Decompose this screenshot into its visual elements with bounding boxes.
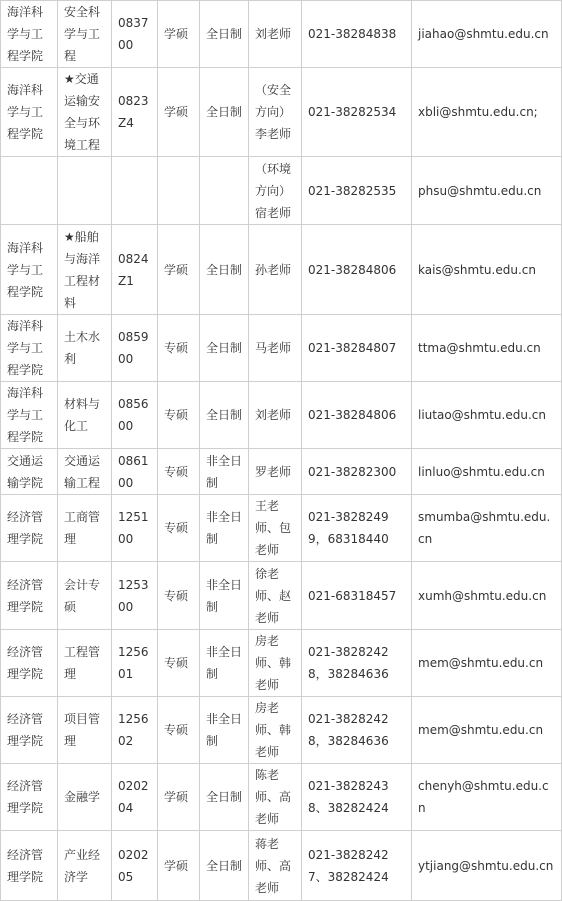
study-mode-cell: 全日制 bbox=[200, 382, 249, 449]
table-row bbox=[1, 157, 562, 225]
major-cell: 材料与化工 bbox=[58, 382, 112, 449]
phone-cell: 021-38282535 bbox=[302, 157, 412, 225]
phone-cell: 021-38284807 bbox=[302, 315, 412, 382]
contact-cell: 徐老师、赵老师 bbox=[249, 562, 302, 630]
phone-cell: 021-38284838 bbox=[302, 1, 412, 68]
contact-cell: 王老师、包老师 bbox=[249, 495, 302, 562]
degree-cell: 学硕 bbox=[158, 68, 200, 157]
college-cell: 海洋科学与工程学院 bbox=[1, 1, 58, 68]
table-row bbox=[1, 1, 562, 68]
phone-cell: 021-38282428，38284636 bbox=[302, 697, 412, 764]
email-cell: xbli@shmtu.edu.cn; bbox=[412, 68, 562, 157]
code-cell bbox=[112, 157, 158, 225]
phone-cell: 021-38282300 bbox=[302, 449, 412, 495]
study-mode-cell: 非全日制 bbox=[200, 495, 249, 562]
study-mode-cell: 全日制 bbox=[200, 764, 249, 831]
college-cell: 经济管理学院 bbox=[1, 764, 58, 831]
degree-cell: 专硕 bbox=[158, 315, 200, 382]
code-cell: 020204 bbox=[112, 764, 158, 831]
major-cell: ★交通运输安全与环境工程 bbox=[58, 68, 112, 157]
code-cell: 085600 bbox=[112, 382, 158, 449]
table-row bbox=[1, 68, 562, 157]
code-cell: 020205 bbox=[112, 831, 158, 901]
major-cell: 产业经济学 bbox=[58, 831, 112, 901]
degree-cell: 学硕 bbox=[158, 764, 200, 831]
email-cell: phsu@shmtu.edu.cn bbox=[412, 157, 562, 225]
study-mode-cell: 全日制 bbox=[200, 225, 249, 315]
college-cell bbox=[1, 157, 58, 225]
degree-cell: 学硕 bbox=[158, 831, 200, 901]
college-cell: 海洋科学与工程学院 bbox=[1, 225, 58, 315]
major-cell: 安全科学与工程 bbox=[58, 1, 112, 68]
phone-cell: 021-38284806 bbox=[302, 382, 412, 449]
college-cell: 海洋科学与工程学院 bbox=[1, 68, 58, 157]
degree-cell: 专硕 bbox=[158, 382, 200, 449]
major-cell: 土木水利 bbox=[58, 315, 112, 382]
email-cell: xumh@shmtu.edu.cn bbox=[412, 562, 562, 630]
code-cell: 125602 bbox=[112, 697, 158, 764]
college-cell: 交通运输学院 bbox=[1, 449, 58, 495]
table-row bbox=[1, 562, 562, 630]
table-row bbox=[1, 697, 562, 764]
email-cell: chenyh@shmtu.edu.cn bbox=[412, 764, 562, 831]
contact-cell: 蒋老师、高老师 bbox=[249, 831, 302, 901]
phone-cell: 021-38282534 bbox=[302, 68, 412, 157]
study-mode-cell bbox=[200, 157, 249, 225]
contact-cell: （安全方向）李老师 bbox=[249, 68, 302, 157]
degree-cell: 专硕 bbox=[158, 630, 200, 697]
phone-cell: 021-38284806 bbox=[302, 225, 412, 315]
study-mode-cell: 非全日制 bbox=[200, 449, 249, 495]
code-cell: 0824Z1 bbox=[112, 225, 158, 315]
email-cell: linluo@shmtu.edu.cn bbox=[412, 449, 562, 495]
table-row bbox=[1, 382, 562, 449]
college-cell: 经济管理学院 bbox=[1, 562, 58, 630]
table-body bbox=[1, 1, 562, 901]
code-cell: 086100 bbox=[112, 449, 158, 495]
major-cell: 交通运输工程 bbox=[58, 449, 112, 495]
code-cell: 0823Z4 bbox=[112, 68, 158, 157]
email-cell: ttma@shmtu.edu.cn bbox=[412, 315, 562, 382]
college-cell: 经济管理学院 bbox=[1, 697, 58, 764]
study-mode-cell: 非全日制 bbox=[200, 697, 249, 764]
email-cell: mem@shmtu.edu.cn bbox=[412, 630, 562, 697]
code-cell: 125300 bbox=[112, 562, 158, 630]
college-cell: 海洋科学与工程学院 bbox=[1, 315, 58, 382]
phone-cell: 021-68318457 bbox=[302, 562, 412, 630]
study-mode-cell: 全日制 bbox=[200, 1, 249, 68]
degree-cell bbox=[158, 157, 200, 225]
major-cell: 金融学 bbox=[58, 764, 112, 831]
degree-cell: 学硕 bbox=[158, 225, 200, 315]
contact-cell: 房老师、韩老师 bbox=[249, 630, 302, 697]
study-mode-cell: 非全日制 bbox=[200, 630, 249, 697]
contact-cell: 房老师、韩老师 bbox=[249, 697, 302, 764]
email-cell: mem@shmtu.edu.cn bbox=[412, 697, 562, 764]
major-cell: ★船舶与海洋工程材料 bbox=[58, 225, 112, 315]
table-row bbox=[1, 764, 562, 831]
contact-cell: 马老师 bbox=[249, 315, 302, 382]
table-row bbox=[1, 315, 562, 382]
contact-cell: 刘老师 bbox=[249, 1, 302, 68]
study-mode-cell: 全日制 bbox=[200, 68, 249, 157]
study-mode-cell: 全日制 bbox=[200, 831, 249, 901]
contact-cell: 罗老师 bbox=[249, 449, 302, 495]
study-mode-cell: 非全日制 bbox=[200, 562, 249, 630]
degree-cell: 专硕 bbox=[158, 697, 200, 764]
major-cell: 工商管理 bbox=[58, 495, 112, 562]
college-cell: 经济管理学院 bbox=[1, 630, 58, 697]
phone-cell: 021-38282428，38284636 bbox=[302, 630, 412, 697]
code-cell: 085900 bbox=[112, 315, 158, 382]
email-cell: kais@shmtu.edu.cn bbox=[412, 225, 562, 315]
degree-cell: 学硕 bbox=[158, 1, 200, 68]
college-cell: 经济管理学院 bbox=[1, 831, 58, 901]
email-cell: smumba@shmtu.edu.cn bbox=[412, 495, 562, 562]
phone-cell: 021-38282427、38282424 bbox=[302, 831, 412, 901]
email-cell: jiahao@shmtu.edu.cn bbox=[412, 1, 562, 68]
table-row bbox=[1, 225, 562, 315]
contact-cell: 孙老师 bbox=[249, 225, 302, 315]
major-cell bbox=[58, 157, 112, 225]
table-row bbox=[1, 831, 562, 901]
degree-cell: 专硕 bbox=[158, 562, 200, 630]
study-mode-cell: 全日制 bbox=[200, 315, 249, 382]
contact-cell: 陈老师、高老师 bbox=[249, 764, 302, 831]
table-row bbox=[1, 630, 562, 697]
degree-cell: 专硕 bbox=[158, 449, 200, 495]
email-cell: liutao@shmtu.edu.cn bbox=[412, 382, 562, 449]
major-cell: 会计专硕 bbox=[58, 562, 112, 630]
code-cell: 083700 bbox=[112, 1, 158, 68]
college-cell: 海洋科学与工程学院 bbox=[1, 382, 58, 449]
college-cell: 经济管理学院 bbox=[1, 495, 58, 562]
phone-cell: 021-38282438、38282424 bbox=[302, 764, 412, 831]
major-cell: 工程管理 bbox=[58, 630, 112, 697]
code-cell: 125100 bbox=[112, 495, 158, 562]
major-cell: 项目管理 bbox=[58, 697, 112, 764]
table-row bbox=[1, 495, 562, 562]
code-cell: 125601 bbox=[112, 630, 158, 697]
phone-cell: 021-38282499，68318440 bbox=[302, 495, 412, 562]
table-row bbox=[1, 449, 562, 495]
email-cell: ytjiang@shmtu.edu.cn bbox=[412, 831, 562, 901]
contact-cell: 刘老师 bbox=[249, 382, 302, 449]
degree-cell: 专硕 bbox=[158, 495, 200, 562]
contact-cell: （环境方向）宿老师 bbox=[249, 157, 302, 225]
